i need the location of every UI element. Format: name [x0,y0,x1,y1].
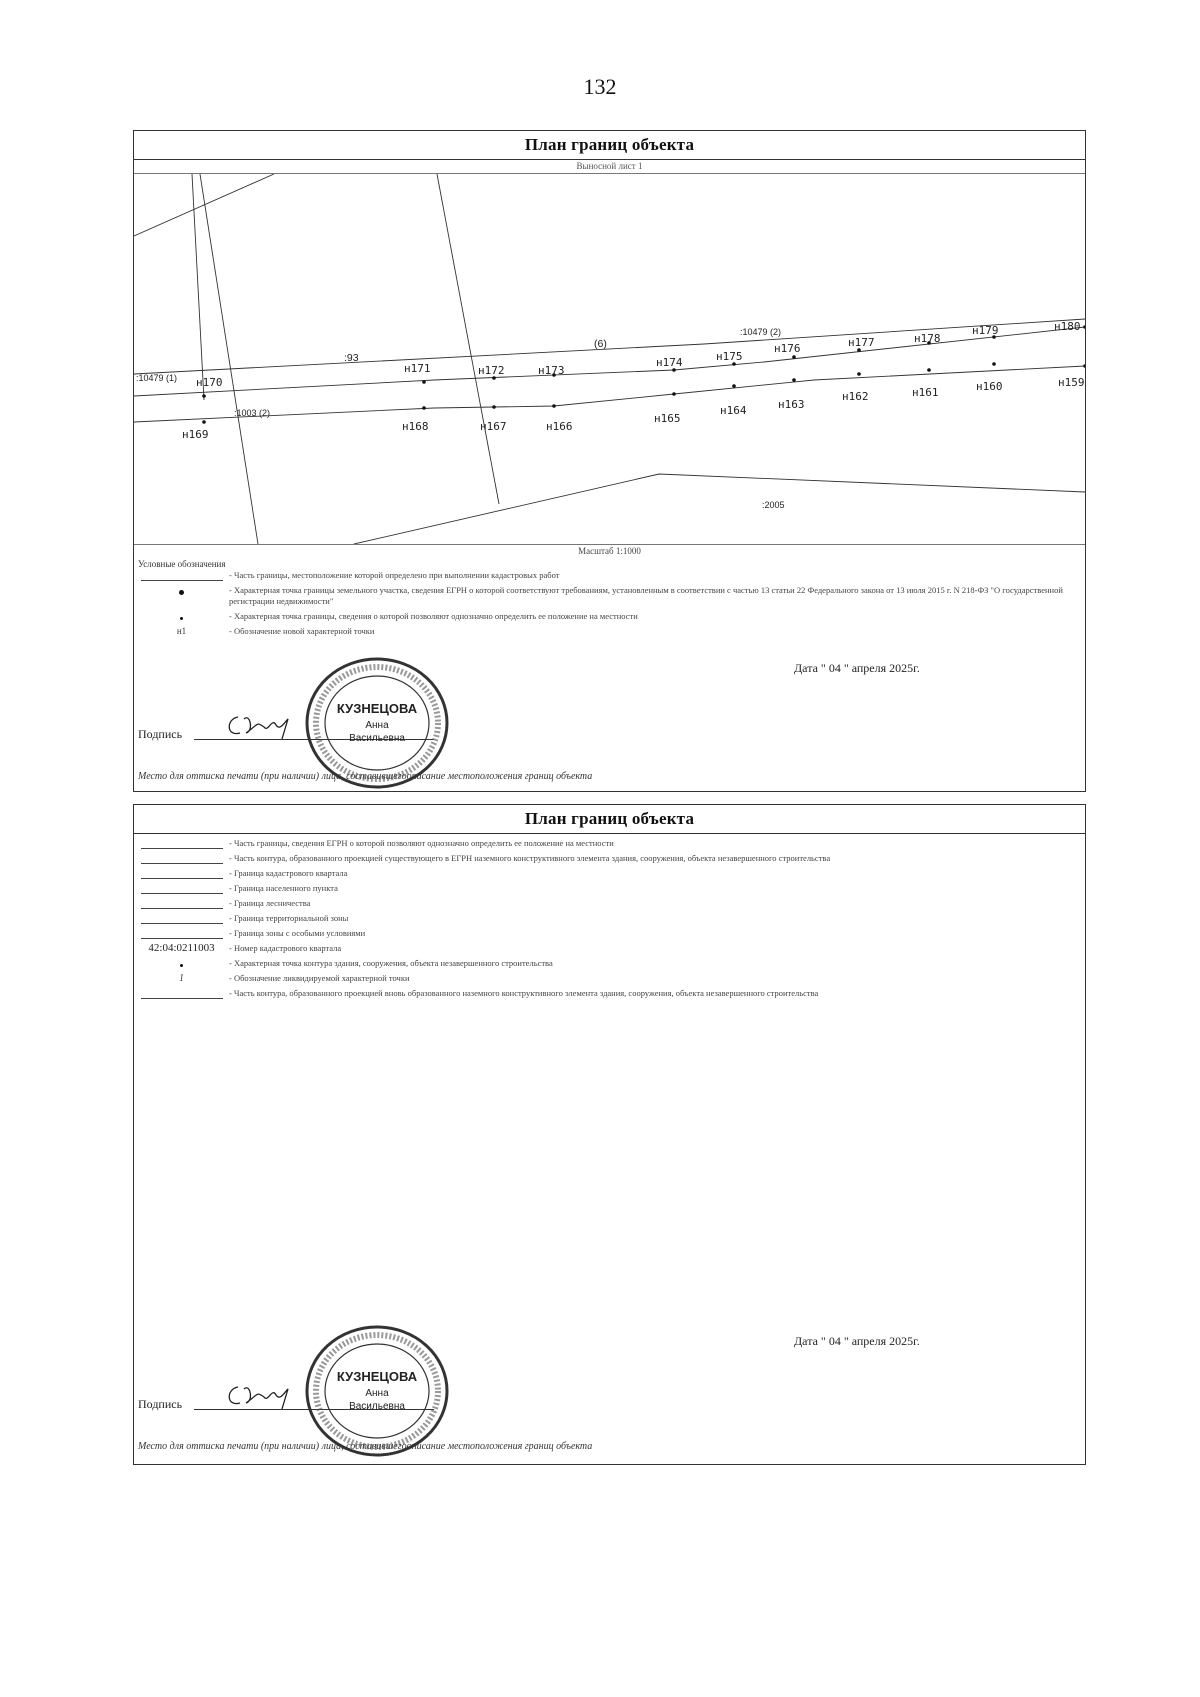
legend-symbol [134,958,229,969]
legend-row [134,838,1085,849]
boundary-point-label: н173 [538,364,565,377]
boundary-point-marker [1083,325,1085,329]
parcel-boundary-line [134,366,1085,422]
parcel-boundary-line [134,174,274,236]
boundary-point-marker [202,420,206,424]
legend-text: - Обозначение новой характерной точки [229,626,375,636]
boundary-point-label: н159 [1058,376,1085,389]
boundary-point-label: н176 [774,342,801,355]
parcel-boundary-line [437,174,499,504]
legend-row [134,988,1085,999]
legend-symbol [134,883,229,894]
boundary-point-label: н175 [716,350,743,363]
legend-row [134,611,1085,622]
legend-symbol [134,928,229,939]
legend-text: - Граница территориальной зоны [229,913,349,923]
svg-text:Васильевна: Васильевна [349,733,405,744]
stamp-place-note: Место для оттиска печати (при наличии) лица, составившегоописание местоположения границ объекта [138,771,593,782]
legend-row [134,570,1085,581]
parcel-label: :10479 (2) [740,327,782,337]
boundary-point-label: н163 [778,398,805,411]
legend-symbol [134,853,229,864]
stamp-seal [302,1321,452,1461]
legend-row [134,913,1085,924]
stamp-place-note: Место для оттиска печати (при наличии) лица, составившегоописание местоположения границ объекта [138,1441,593,1452]
legend-symbol [134,868,229,879]
parcel-label: :93 [344,352,359,364]
handwritten-signature [224,707,304,741]
boundary-point-marker [552,404,556,408]
panel-title: План границ объекта [134,805,1085,834]
boundary-point-marker [672,392,676,396]
boundary-point-marker [422,380,426,384]
legend-text: - Граница кадастрового квартала [229,868,348,878]
boundary-point-marker [792,378,796,382]
legend-row [134,883,1085,894]
legend-symbol [134,988,229,999]
legend-text: - Характерная точка границы земельного участка, сведения ЕГРН о которой соответствуют требованиям, установленным в соответствии с частью 13 статьи 22 Федерального закона от 13 июля 2015 г. N 218-ФЗ "О государственной регистрации недвижимости" [229,585,1063,606]
map-scale: Масштаб 1:1000 [578,546,641,556]
legend-text: - Часть границы, местоположение которой определено при выполнении кадастровых работ [229,570,560,580]
boundary-point-label: н179 [972,324,999,337]
legend-row [134,973,1085,984]
svg-text:КУЗНЕЦОВА: КУЗНЕЦОВА [336,701,418,716]
legend-text: - Граница зоны с особыми условиями [229,928,366,938]
boundary-point-label: н170 [196,376,223,389]
legend-text: - Обозначение ликвидируемой характерной точки [229,973,410,983]
legend [134,570,1085,637]
legend-row [134,585,1085,607]
legend-symbol [134,913,229,924]
parcel-boundary-line [200,174,258,544]
parcel-label: :1003 (2) [234,408,271,418]
legend-text: - Граница населенного пункта [229,883,338,893]
date: Дата " 04 " апреля 2025г. [794,1334,920,1348]
boundary-point-label: н162 [842,390,869,403]
boundary-point-marker [857,372,861,376]
boundary-point-label: н172 [478,364,505,377]
page-number: 132 [583,74,617,99]
boundary-point-label: н165 [654,412,681,425]
legend-title: Условные обозначения [138,559,226,569]
legend-text: - Характерная точка контура здания, сооружения, объекта незавершенного строительства [229,958,553,968]
parcel-boundary-line [134,327,1085,396]
boundary-point-marker [992,362,996,366]
boundary-point-label: н174 [656,356,683,369]
legend-text: - Граница лесничества [229,898,311,908]
cadastral-map [134,174,1085,545]
parcel-label: (6) [594,338,607,350]
legend-row [134,958,1085,969]
boundary-point-label: н171 [404,362,431,375]
boundary-point-label: н177 [848,336,875,349]
legend-symbol [134,611,229,622]
legend-row [134,626,1085,637]
boundary-point-marker [927,368,931,372]
signature-label: Подпись [138,1397,183,1411]
legend-row [134,868,1085,879]
parcel-label: :10479 (1) [136,373,178,383]
boundary-point-label: н161 [912,386,939,399]
svg-text:Анна: Анна [365,720,389,731]
parcel-label: :2005 [762,500,785,510]
legend-symbol [134,570,229,581]
legend-text: - Часть контура, образованного проекцией вновь образованного наземного конструктивного элемента здания, сооружения, объекта незавершенного строительства [229,988,819,998]
legend-symbol: 42:04:0211003 [148,942,215,954]
panel-title: План границ объекта [134,131,1085,160]
legend [134,834,1085,999]
legend-text: - Часть контура, образованного проекцией существующего в ЕГРН наземного конструктивного элемента здания, сооружения, объекта незавершенного строительства [229,853,831,863]
svg-text:Васильевна: Васильевна [349,1401,405,1412]
boundary-point-marker [1083,364,1085,368]
boundary-point-marker [792,355,796,359]
svg-text:КУЗНЕЦОВА: КУЗНЕЦОВА [336,1369,418,1384]
date: Дата " 04 " апреля 2025г. [794,661,920,675]
boundary-point-label: н167 [480,420,507,433]
boundary-point-label: н180 [1054,320,1081,333]
boundary-point-marker [492,405,496,409]
handwritten-signature [224,1377,304,1411]
map-drawing [134,174,1085,544]
boundary-plan-sheet-2 [133,804,1086,1465]
legend-symbol [134,898,229,909]
boundary-point-label: н160 [976,380,1003,393]
legend-symbol: 1 [179,973,184,984]
parcel-boundary-line [354,474,1085,544]
signature-label: Подпись [138,727,183,741]
sheet-subtitle: Выносной лист 1 [134,160,1085,174]
boundary-point-label: н168 [402,420,429,433]
legend-symbol [134,585,229,596]
legend-row [134,928,1085,939]
legend-text: - Характерная точка границы, сведения о которой позволяют однозначно определить ее положение на местности [229,611,638,621]
legend-row [134,898,1085,909]
boundary-point-label: н166 [546,420,573,433]
legend-symbol: н1 [176,626,187,636]
boundary-point-marker [732,384,736,388]
boundary-point-label: н169 [182,428,209,441]
legend-text: - Номер кадастрового квартала [229,943,342,953]
boundary-point-marker [202,394,206,398]
legend-text: - Часть границы, сведения ЕГРН о которой позволяют однозначно определить ее положение на местности [229,838,614,848]
parcel-boundary-line [134,319,1085,374]
boundary-point-marker [422,406,426,410]
legend-row [134,943,1085,954]
boundary-point-label: н164 [720,404,747,417]
svg-text:Анна: Анна [365,1388,389,1399]
legend-row [134,853,1085,864]
boundary-point-label: н178 [914,332,941,345]
legend-symbol [134,838,229,849]
boundary-plan-sheet-1 [133,130,1086,792]
